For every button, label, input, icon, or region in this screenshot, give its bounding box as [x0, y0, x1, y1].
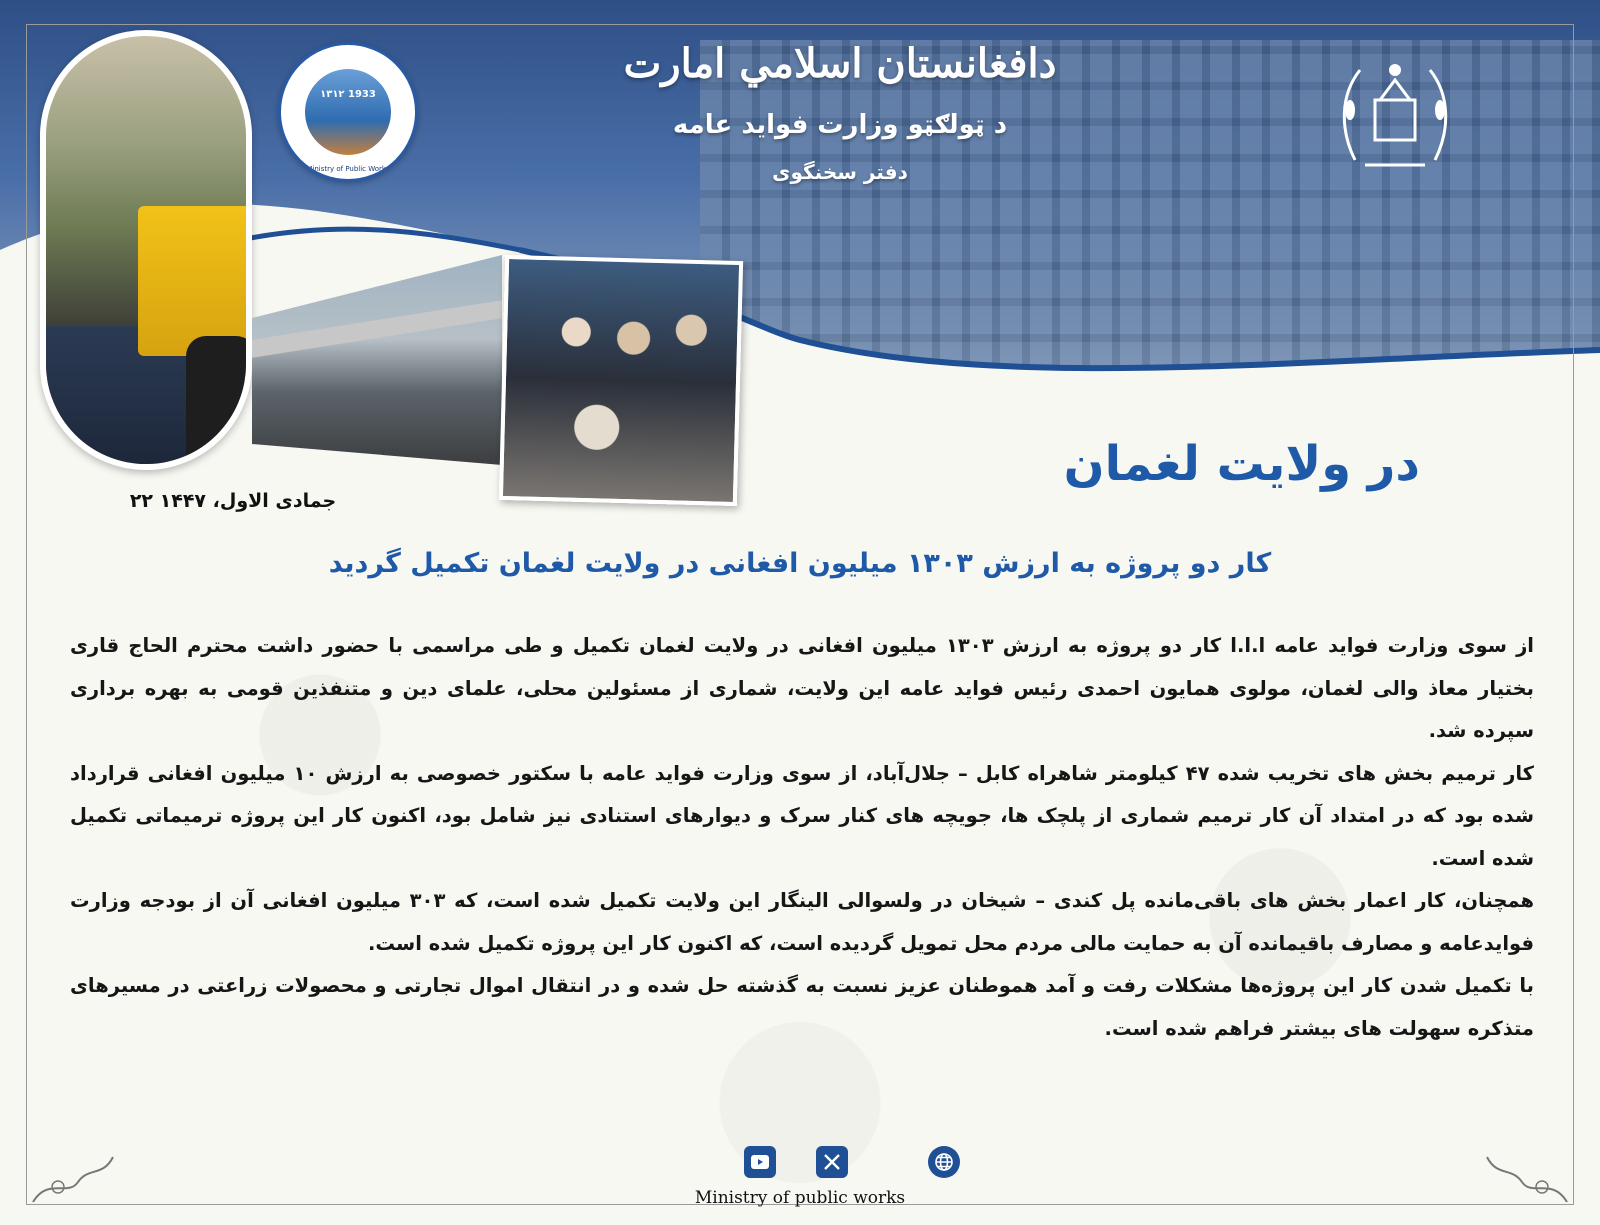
road-roller-photo	[40, 30, 252, 470]
logo-year: ۱۳۱۲ 1933	[320, 89, 376, 100]
office-title: دفتر سخنگوی	[772, 160, 908, 184]
news-headline: کار دو پروژه به ارزش ۱۳۰۳ میلیون افغانی در ولایت لغمان تکمیل گردید	[328, 548, 1272, 579]
province-title: در ولایت لغمان	[1063, 436, 1420, 492]
bridge-emblem	[305, 69, 391, 155]
bridge-deck	[252, 300, 502, 358]
article-body	[70, 625, 1534, 1050]
ceremony-crowd-photo	[499, 255, 743, 506]
paragraph: همچنان، کار اعمار بخش های باقی‌مانده پل کندی – شیخان در ولسوالی الینگار این ولایت تکمیل شده است، که ۳۰۳ میلیون افغانی آن از بودجه وزارت فوایدعامه و مصارف باقیمانده آن به حمایت مالی مردم محل تمویل گردیده است، که اکنون کار این پروژه تکمیل شده است.	[70, 889, 1534, 955]
youtube-icon[interactable]	[744, 1146, 776, 1178]
roller-wheel	[186, 336, 252, 470]
corner-flourish-left	[28, 1147, 118, 1207]
roller-machine	[138, 206, 252, 356]
paragraph: از سوی وزارت فواید عامه ا.ا.ا کار دو پروژه به ارزش ۱۳۰۳ میلیون افغانی در ولایت لغمان تکمیل و طی مراسمی با حضور داشت محترم الحاج قاری بختیار معاذ والی لغمان، مولوی همایون احمدی رئیس فواید عامه این ولایت، شماری از مسئولین محلی، علمای دین و متنفذین قومی به بهره برداری سپرده شد.	[70, 634, 1534, 742]
paragraph: کار ترمیم بخش های تخریب شده ۴۷ کیلومتر شاهراه کابل – جلال‌آباد، از سوی وزارت فواید عامه با سکتور خصوصی به ارزش ۱۰ میلیون افغانی قرارداد شده بود که در امتداد آن کار ترمیم شماری از پلچک ها، جویچه‌ های کنار سرک و دیوارهای استنادی نیز شامل بود، اکنون کار این پروژه ترمیماتی تکمیل شده است.	[70, 761, 1534, 870]
logo-caption: Ministry of Public Works	[306, 165, 390, 173]
emirate-title: دافغانستان اسلامي امارت	[623, 40, 1057, 87]
emirate-emblem-icon	[1335, 40, 1455, 190]
globe-icon[interactable]	[928, 1146, 960, 1178]
ministry-logo	[278, 42, 418, 182]
corner-flourish-right	[1482, 1147, 1572, 1207]
publication-date: ۲۲ جمادی الاول، ۱۴۴۷	[129, 490, 337, 512]
paragraph: با تکمیل شدن کار این پروژه‌ها مشکلات رفت و آمد هموطنان عزیز نسبت به گذشته حل شده و در انتقال اموال تجارتی و محصولات زراعتی در مسیرهای متذکره سهولت های بیشتر فراهم شده است.	[70, 974, 1534, 1040]
footer-ministry-label: Ministry of public works	[694, 1188, 906, 1208]
ministry-title: د ټولګټو وزارت فواید عامه	[672, 110, 1008, 140]
x-icon[interactable]	[816, 1146, 848, 1178]
